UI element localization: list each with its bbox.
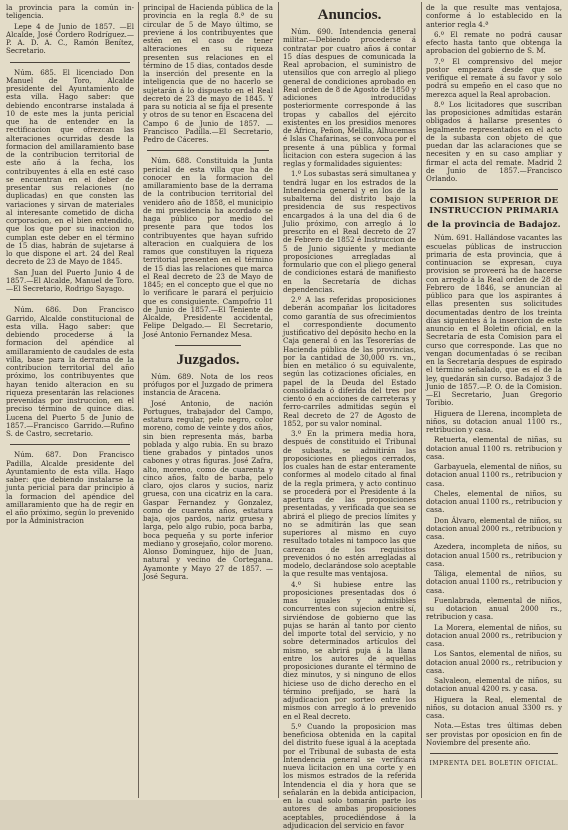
school-item: Los Santos, elemental de niños, su dotacion anual 2000 rs., retribucion y casa. bbox=[426, 649, 563, 675]
column-rule bbox=[138, 2, 139, 798]
printer-imprint: IMPRENTA DEL BOLETIN OFICIAL. bbox=[429, 760, 559, 767]
notice-690: Núm. 690. Intendencia general militar.—Debiendo procederse á contratar por cuatro años á contar 15 días despues de comunicada la Real aprobacion, el suministro de utensilios que con arreglo al pliego general de condiciones aprobado en Real orden de 8 de Agosto de 1850 y adiciones introducidas posteriormente corresponde á las tropas y caballos del ejército existentes en los presidios menores de África, Peñon, Melilla, Alhucemas é Islas Chafarinas, se convoca por el presente á una pública y formal licitacion con estera sugecion á las reglas y formalidades siguientes: bbox=[283, 27, 416, 168]
nota: Nota.—Estas tres últimas deben ser provistas por oposicion en fin de Noviembre del presente año. bbox=[426, 721, 562, 747]
divider bbox=[147, 150, 269, 151]
divider bbox=[430, 189, 558, 190]
school-item: Don Álvaro, elemental de niños, su dotacion anual 2000 rs., retribucion y casa. bbox=[426, 515, 563, 541]
rule-4: 4.º Si hubiese entre las proposiciones presentadas dos ó mas iguales y admisibles concurrentes con sujecion entre sí, sirviéndose de gobierno que las pujas se harán al tanto por ciento del importe total del servicio, y no sobre determinados artículos del mismo, se abrirá puja á la llana entre los autores de aquellas proposiciones durante el término de diez minutos, y si ninguno de ellos hiciese uso de dicho derecho en el término prefijado, se hará la adjudicacion por sorteo entre los mismos con arreglo á lo prevenido en el Real decreto. bbox=[283, 579, 416, 721]
divider bbox=[10, 444, 130, 445]
school-item: Táliga, elemental de niños, su dotacion anual 1100 rs., retribucion y casa. bbox=[426, 569, 563, 595]
section-title-juzgados: Juzgados. bbox=[176, 351, 240, 368]
notice-686: Núm. 686. Don Francisco Garrido, Alcalde constitucional de esta villa. Hago saber: que debiendo procederse á la formacion del apéndice al amillaramiento de caudales de esta villa, base para la derrama de la contribucion territorial del año próximo, los contribuyentes que hayan tenido alteracion en su riqueza presentarán las relaciones prevenidas por instruccion, en el preciso término de quince dias. Lucena del Puerto 5 de Junio de 1857.—Francisco Garrido.—Rufino S. de Castro, secretario. bbox=[6, 305, 134, 438]
school-item: Higuera de Llerena, incompleta de niños, su dotacion anual 1100 rs., retribucion y casa. bbox=[426, 408, 562, 434]
rule-8: 8.º Los licitadores que suscriban las proposiciones admitidas estarán obligados á hallarse presentes ó legalmente representados en el acto de la subasta con objeto de que puedan dar las aclaraciones que se necesiten y en su caso ampliar y firmar el acta del remate. Madrid 2 de Junio de 1857.—Francisco Orlando. bbox=[426, 99, 562, 183]
divider bbox=[10, 299, 130, 300]
notice-685-signature: San Juan del Puerto Junio 4 de 1857.—El Alcalde, Manuel de Toro.—El Secretario, Rodrigo Sayago. bbox=[6, 267, 134, 293]
divider bbox=[430, 753, 558, 754]
rule-2: 2.º A las referidas proposiciones deberán acompañar los licitadores como garantía de sus ofrecimientos el correspondiente documento justificativo del depósito hecho en la Caja general ó en las Tesorerías de Hacienda pública de las provincias, por la cantidad de 30,000 rs. vn., bien en metálico ó su equivalente, según las cotizaciones oficiales, en papel de la Deuda del Estado consolidada ó diferida del tres por ciento ó en acciones de carreteras y ferro-carriles admitidas según el Real decreto de 27 de Agosto de 1852, por su valor nominal. bbox=[283, 295, 416, 428]
column-rule bbox=[278, 2, 279, 798]
rule-7: 7.º El comprensivo del mejor postor empezará desde que se verifique el remate á su favor y solo podrá su empeño en el caso que no merezca aquel la Real aprobacion. bbox=[426, 56, 562, 99]
section-subtitle-comision: de la provincia de Badajoz. bbox=[427, 220, 561, 231]
column-2 bbox=[143, 4, 273, 796]
notice-689-body: José Antonio, de nación Portugues, trabajador del Campo, estatura regular, pelo negro, color moreno, como de veinte y dos años, sin bien representa más, barba poblada y algo rubia. En su brazo tiene grabados y pintados unos cabones y otras figuras. José Zafra, alto, moreno, como de cuarenta y cinco años, falto de barba, pelo claro, ojos claros y sucios, nariz gruesa, con una cicatriz en la cara. Gaspar Fernandez y Gonzalez, como de cuarenta años, estatura baja, ojos pardos, nariz gruesa y larga, pelo algo rubio, poca barba, boca pequeña y su porte inferior mediano y grosejaño, color moreno. Alonso Dominguez, hijo de Juan, natural y vecino de Cortegana. Ayamonte y Mayo 27 de 1857. —José Segura. bbox=[143, 398, 273, 581]
column-4 bbox=[426, 4, 562, 796]
school-item: Higuera la Real, elemental de niños, su dotacion anual 3300 rs. y casa. bbox=[426, 694, 562, 720]
notice-687-continuation: principal de Hacienda pública de la provincia en la regla 8.ª de su circular de 5 de Mayo último, se previene á los contribuyentes que estén en el caso de tener alteraciones en su riqueza presenten sus relaciones en el término de 15 dias, contados desde la inserción del presente en la inteligencia que de no hacerlo se sujetarán á lo dispuesto en el Real decreto de 23 de mayo de 1845. Y para su noticia al se fija el presente y otros de su tenor en Escacena del Campo 6 de Junio de 1857. —Francisco Padilla.—El Secretario, Pedro de Cáceres. bbox=[143, 3, 273, 144]
school-item: Retuerta, elemental de niñas, su dotacion anual 1100 rs. retribucion y casa. bbox=[426, 435, 562, 461]
school-item: Cheles, elemental de niños, su dotacion anual 1100 rs., retribucion y casa. bbox=[426, 488, 563, 515]
rule-1: 1.º Los subastas será simultanea y tendrá lugar en los estrados de la Intendencia general y en los de la subalterna del distrito bajo la presidencia de sus respectivos encargados á la una del dia 6 de Julio próximo, con arreglo á lo prescrito en el Real decreto de 27 de Febrero de 1852 é Instruccion de 5 de Junio siguiente y mediante proposiciones arregladas al formulario que con el pliego general de condiciones estará de manifiesto en la Secretaría de dichas dependencias. bbox=[283, 169, 416, 294]
school-item: Azedera, incompleta de niños, su dotacion anual 1500 rs., retribucion y casa. bbox=[426, 542, 563, 568]
rule-5: 5.º Cuando la proposicion mas beneficiosa obtenida en la capital del distrito fuese igual á la aceptada por el Tribunal de subasta de esta Intendencia general se verificará nueva licitacion en una corte y en los mismos estrados de la referida Intendencia el dia y hora que se señalarán en la debida anticipacion, en la cual solo tomarán parte los autores de ambas proposiciones aceptables, procediéndose á la adjudicacion del servicio en favor bbox=[283, 721, 416, 830]
notice-continuation: la provincia para la común in-teligencia. bbox=[6, 3, 134, 21]
notice-691: Núm. 691. Hallándose vacantes las escuelas públicas de instruccion primaria de esta provincia, que á continuacion se expresan, cuya provision se proveerá ha de hacerse con arreglo á la Real orden de 28 de Febrero de 1846, se anuncian al público para que los aspirantes á ellas presenten sus solicitudes documentadas dentro de los treinta días siguientes á la insercion de este anuncio en el Boletin oficial, en la Secretaría de esta Comision para el curso que corresponde. Las que no vengan documentadas ó se reciban en la Secretaría despues de espirado el término señalado, que es el de la ley, quedarán sin curso. Badajoz 3 de Junio de 1857.—P. O. de la Comision.—El Secretario, Juan Gregorio Toribio. bbox=[426, 233, 562, 408]
notice-signature: Lepe 4 de Junio de 1857. —El Alcalde, José Cordero Rodríguez.—P. A. D. A. C., Ramón Benítez, Secretario. bbox=[6, 21, 134, 56]
column-rule bbox=[421, 2, 422, 798]
rule-3: 3.º En la primera media hora, después de constituido el Tribunal de subasta, se admitirán las proposiciones en pliegos cerrados, los cuales han de estar enteramente conformes al modelo citado al final de la regla primera, y acto continuo se procederá por el Presidente á la apertura de las proposiciones presentadas, y verificada que sea se abrirá el pliego de precios límites y no se admitirán las que sean superiores al mismo en cuyo resultado totales ni tampoco las que carezcan de los requisitos prevenidos ó no estén arregladas al modelo, declarándose solo aceptable la que resulte mas ventajosa. bbox=[283, 429, 416, 579]
section-title-anuncios: Anuncios. bbox=[317, 7, 382, 23]
notice-685: Núm. 685. El licenciado Don Manuel de Toro, Alcalde presidente del Ayuntamiento de esta villa. Hago saber: que debiendo encontrarse instalada á 10 de este mes la junta pericial que ha de entender en la rectificacion que ofrezcan las alteraciones ocurridas desde la formacion del amillaramiento base de la contribucion territorial de este año á la fecha, los contribuyentes á ella en esté caso se encuentran en el deber de presentar sus relaciones (no duplicadas) en que consten las variaciones y sirvan de materiales al interesante cometido de dicha corporacion, en el bien entendido, que los que por su inaccion no cumplan este deber en el término de 15 dias, habrán de sujetarse á lo que dispone el art. 24 del Real decreto de 23 de Mayo de 1845. bbox=[6, 67, 134, 267]
notice-688: Núm. 688. Constituida la Junta pericial de esta villa que ha de conocer en la formacion del amillaramiento base de la derrama de la contribucion territorial del venidero año de 1858, el municipio de mi presidencia ha acordado se haga público por medio del presente para que todos los contribuyentes que hayan sufrido alteracion en cualquiera de los ramos que constituyen la riqueza territorial presenten en el término de 15 dias las relaciones que marca el Real decreto de 23 de Mayo de 1845; en el concepto que el que no lo verificare le parará el perjuicio que es consiguiente. Campofrio 11 de Junio de 1857.—El Teniente de Alcalde, Presidente accidental, Felipe Delgado.— El Secretario, José Antonio Fernandez Mesa. bbox=[143, 156, 273, 339]
school-item: La Morera, elemental de niños, su dotacion anual 2000 rs., retribucion y casa. bbox=[426, 622, 563, 648]
notice-689: Núm. 689. Nota de los reos prófugos por el Juzgado de primera instancia de Aracena. bbox=[143, 371, 273, 398]
divider bbox=[175, 345, 241, 346]
school-item: Fuenlabrada, elemental de niños, su dotacion anual 2000 rs., retribucion y casa. bbox=[426, 595, 562, 622]
rule-6: 6.º El remate no podrá causar efecto hasta tanto que obtenga la aprobacion del gobierno de S. M. bbox=[426, 29, 562, 56]
school-item: Salvaleon, elemental de niños, su dotacion anual 4200 rs. y casa. bbox=[426, 676, 562, 694]
column-1 bbox=[6, 4, 134, 796]
notice-687: Núm. 687. Don Francisco Padilla, Alcalde presidente del Ayuntamiento de esta villa. Hago saber: que debiendo instalarse la junta pericial para dar principio á la formacion del apéndice del amillaramiento que ha de regir en el año próximo, según lo prevenido por la Administracion bbox=[6, 450, 134, 526]
column-3 bbox=[283, 4, 416, 830]
school-item: Garbayuela, elemental de niños, su dotacion anual 1100 rs., retribucion y casa. bbox=[426, 462, 563, 488]
section-title-comision: COMISION SUPERIOR DE INSTRUCCION PRIMARIA bbox=[429, 196, 559, 217]
divider bbox=[10, 62, 130, 63]
notice-690-continuation: de la que resulte mas ventajosa, conforme á lo establecido en la anterior regla 4.ª bbox=[426, 3, 562, 29]
